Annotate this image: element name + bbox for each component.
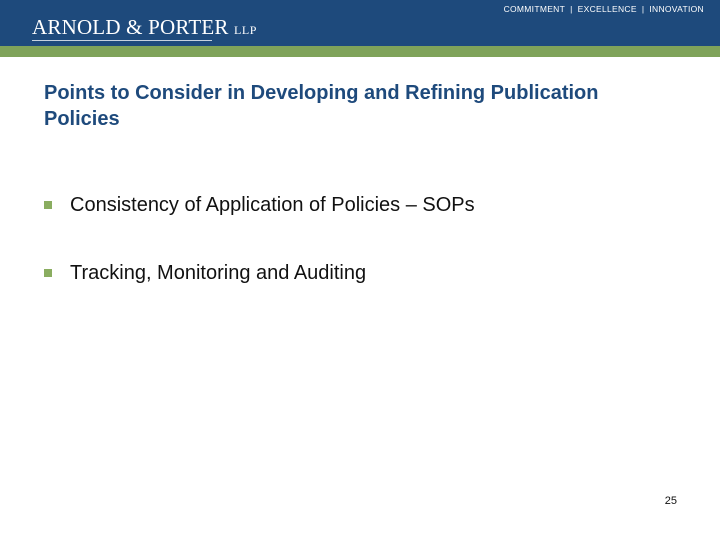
firm-logo (32, 15, 257, 42)
bullet-item (44, 260, 475, 286)
page-number: 25 (664, 495, 677, 507)
tagline-separator: | (641, 4, 645, 14)
square-bullet-icon (44, 269, 52, 277)
bullet-text: Tracking, Monitoring and Auditing (70, 262, 367, 284)
tagline-innovation: INNOVATION (649, 4, 704, 14)
square-bullet-icon (44, 201, 52, 209)
tagline-separator: | (570, 4, 573, 14)
tagline (504, 4, 704, 14)
slide-title: Points to Consider in Developing and Refining Publication Policies (44, 82, 599, 130)
tagline-excellence: EXCELLENCE (577, 4, 637, 14)
bullet-list (44, 192, 475, 328)
bullet-item (44, 192, 475, 218)
logo-suffix-text: LLP (234, 23, 257, 37)
logo-underline (32, 40, 212, 41)
logo-main-text: ARNOLD & PORTER (32, 15, 229, 39)
header-accent-rule (0, 46, 720, 57)
bullet-text: Consistency of Application of Policies – SOPs (70, 194, 475, 216)
tagline-commitment: COMMITMENT (503, 4, 566, 14)
